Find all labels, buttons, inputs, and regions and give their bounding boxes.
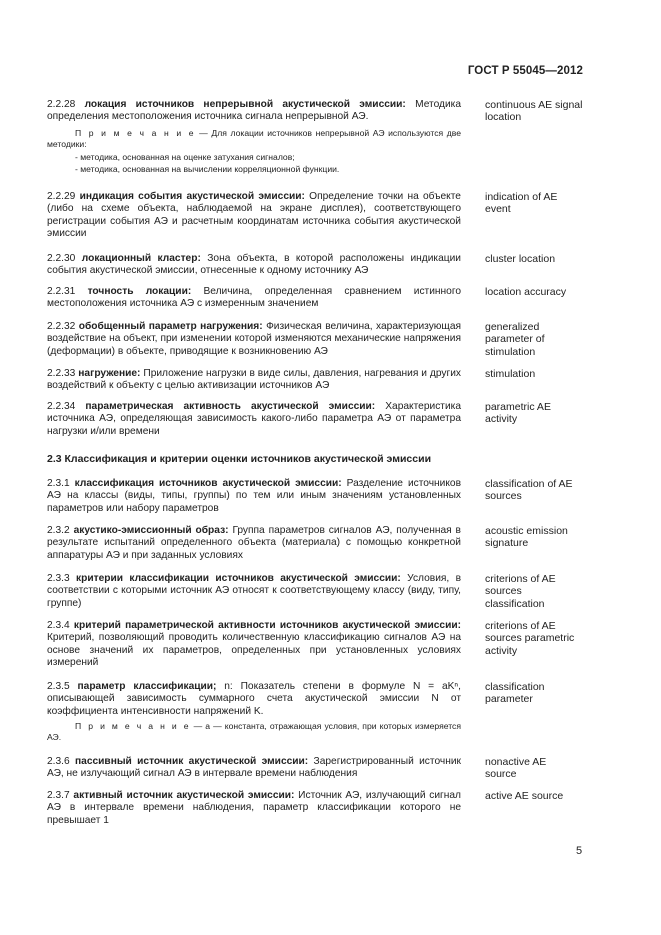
en-term: location accuracy: [485, 286, 567, 298]
entry-2-3-2: 2.3.2 акустико-эмиссионный образ: Группа параметров сигналов АЭ, полученная в результате испытаний определенного объекта (материала) с помощью конкретной аппаратуры АЭ и при заданных условиях: [47, 525, 461, 561]
entry-2-2-33: 2.2.33 нагружение: Приложение нагрузки в виде силы, давления, нагревания и других воздействий к объекту с целью активизации источников АЭ: [47, 368, 461, 392]
en-term: indication of AE event: [485, 191, 558, 216]
entry-2-3-6: 2.3.6 пассивный источник акустической эмиссии: Зарегистрированный источник АЭ, не излучающий сигнал АЭ в интервале времени наблюдения: [47, 756, 461, 780]
en-term: criterions of AE sources parametric activity: [485, 620, 575, 657]
entry-2-3-1: 2.3.1 классификация источников акустической эмиссии: Разделение источников АЭ на классы (виды, типы, группы) по тем или иным значениям установленных параметров или набору параметров: [47, 478, 461, 514]
en-term: parametric AE activity: [485, 401, 551, 426]
entry-2-2-31: 2.2.31 точность локации: Величина, определенная сравнением истинного местоположения источника АЭ с измеренным значением: [47, 286, 461, 310]
entry-2-2-28: 2.2.28 локация источников непрерывной акустической эмиссии: Методика определения местоположения источника сигнала непрерывной АЭ. П р и м е ч а н и е — Для локации источников непрерывной АЭ используются две методики: - методика, основанная на оценке затухания сигналов; - методика, основанная на вычислении корреляционной функции.: [47, 99, 462, 174]
en-term: nonactive AE source: [485, 756, 547, 781]
note-2: П р и м е ч а н и е — а — константа, отражающая условия, при которых измеряется АЭ.: [47, 720, 462, 743]
entry-2-3-3: 2.3.3 критерии классификации источников акустической эмиссии: Условия, в соответствии с которыми источник АЭ относят к соответствующему классу (виду, типу, группе): [47, 573, 461, 609]
entry-2-2-32: 2.2.32 обобщенный параметр нагружения: Физическая величина, характеризующая воздействие на объект, при изменении которой изменяются механические напряжения (деформации) в объекте, приводящие к возникновению АЭ: [47, 321, 461, 357]
en-term: generalized parameter of stimulation: [485, 321, 545, 358]
en-term: continuous AE signal location: [485, 99, 583, 124]
en-term: acoustic emission signature: [485, 525, 568, 550]
entry-2-2-30: 2.2.30 локационный кластер: Зона объекта, в которой расположены индикации события акустической эмиссии, отнесенные к одному источнику АЭ: [47, 253, 461, 277]
note-item: - методика, основанная на оценке затухания сигналов;: [75, 152, 295, 163]
en-term: criterions of AE sources classification: [485, 573, 556, 610]
note-1: П р и м е ч а н и е — Для локации источников непрерывной АЭ используются две методики:: [47, 127, 462, 149]
en-term: cluster location: [485, 253, 556, 265]
entry-2-2-34: 2.2.34 параметрическая активность акустической эмиссии: Характеристика источника АЭ, определяющая зависимость какого-либо параметра АЭ от параметра нагрузки и/или времени: [47, 401, 461, 437]
entry-2-3-7: 2.3.7 активный источник акустической эмиссии: Источник АЭ, излучающий сигнал АЭ в интервале времени наблюдения, параметр классификации которого не превышает 1: [47, 790, 462, 826]
section-title: 2.3 Классификация и критерии оценки источников акустической эмиссии: [47, 453, 432, 465]
en-term: active AE source: [485, 790, 564, 802]
en-term: classification of AE sources: [485, 478, 573, 503]
en-term: stimulation: [485, 368, 536, 380]
page-number: 5: [576, 845, 583, 857]
en-term: classification parameter: [485, 681, 545, 706]
entry-2-3-5: 2.3.5 параметр классификации; n: Показатель степени в формуле N = aKⁿ, описывающей зависимость суммарного счета акустической эмиссии N от коэффициента интенсивности напряжений K. П р и м е ч а н и е — а — константа, отражающая условия, при которых измеряется АЭ.: [47, 681, 462, 743]
note-item: - методика, основанная на вычислении корреляционной функции.: [75, 163, 340, 174]
entry-2-2-29: 2.2.29 индикация события акустической эмиссии: Определение точки на объекте (либо на схеме объекта, наблюдаемой на экране дисплея), соответствующего регистрации события АЭ и расчетным координатам источника события акустической эмиссии: [47, 191, 461, 239]
document-header: ГОСТ Р 55045—2012: [467, 65, 583, 77]
entry-2-3-4: 2.3.4 критерий параметрической активности источников акустической эмиссии: Критерий, позволяющий проводить количественную классификацию сигналов АЭ на основе значений их параметров, определенных при установленных условиях измерений: [47, 620, 461, 668]
